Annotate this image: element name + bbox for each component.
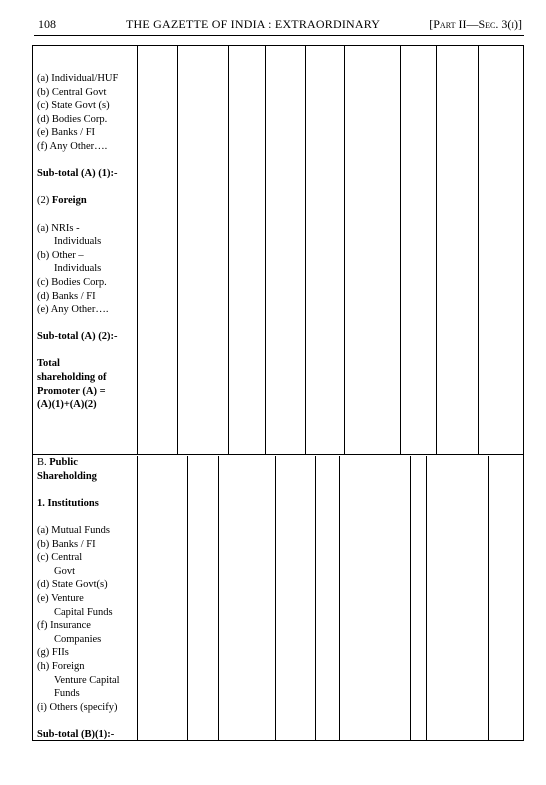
col-line: [177, 46, 178, 454]
subtotal-a1: Sub-total (A) (1):-: [37, 168, 118, 180]
gazette-title: THE GAZETTE OF INDIA : EXTRAORDINARY: [126, 17, 381, 31]
list-item-cont: Individuals: [54, 263, 102, 275]
section-a-labels: [37, 72, 137, 412]
col-line: [315, 456, 316, 741]
list-item-cont: Individuals: [54, 236, 102, 248]
list-item-cont: Funds: [54, 688, 80, 700]
row-line: [33, 454, 523, 455]
col-line: [137, 456, 138, 741]
total-line: Promoter (A) =: [37, 385, 106, 397]
col-line: [400, 46, 401, 454]
list-item: (f) Insurance: [37, 620, 91, 632]
list-item-cont: Govt: [54, 565, 75, 577]
list-item: (a) NRIs -: [37, 222, 80, 234]
list-item: (d) State Govt(s): [37, 579, 108, 591]
list-item: (c) Bodies Corp.: [37, 276, 107, 288]
col-line: [228, 46, 229, 454]
list-item: (h) Foreign: [37, 660, 85, 672]
list-item-cont: Companies: [54, 633, 102, 645]
list-item: (c) State Govt (s): [37, 100, 110, 112]
list-item-cont: Capital Funds: [54, 606, 113, 618]
col-line: [426, 456, 427, 741]
list-item: (b) Other –: [37, 249, 84, 261]
col-line: [436, 46, 437, 454]
list-item: (e) Banks / FI: [37, 127, 96, 139]
section-b-heading: B. Public: [37, 457, 78, 468]
col-line: [275, 456, 276, 741]
header-rule: [34, 35, 524, 36]
col-line: [265, 46, 266, 454]
col-line: [344, 46, 345, 454]
list-item: (c) Central: [37, 552, 83, 564]
col-line: [339, 456, 340, 741]
list-item: (a) Mutual Funds: [37, 524, 110, 536]
col-line: [478, 46, 479, 454]
list-item: (g) FIIs: [37, 647, 69, 659]
col-line: [305, 46, 306, 454]
col-line: [410, 456, 411, 741]
col-line: [218, 456, 219, 741]
page-number: 108: [38, 17, 56, 31]
list-item: (e) Any Other….: [37, 304, 109, 316]
list-item-cont: Venture Capital: [54, 674, 120, 686]
subtotal-b1: Sub-total (B)(1):-: [37, 728, 115, 740]
list-item: (b) Banks / FI: [37, 538, 96, 550]
col-line: [488, 456, 489, 741]
section-b-heading-2: Shareholding: [37, 470, 97, 482]
subtotal-a2: Sub-total (A) (2):-: [37, 331, 118, 343]
list-item: (d) Banks / FI: [37, 290, 96, 302]
total-line: shareholding of: [37, 372, 107, 384]
institutions-heading: 1. Institutions: [37, 497, 99, 509]
total-line: Total: [37, 358, 60, 370]
list-item: (f) Any Other….: [37, 140, 108, 152]
page-header: [34, 15, 524, 33]
list-item: (e) Venture: [37, 592, 84, 604]
section-b-labels: [37, 456, 137, 741]
foreign-heading: (2) Foreign: [37, 195, 87, 207]
col-line: [187, 456, 188, 741]
list-item: (b) Central Govt: [37, 86, 107, 98]
list-item: (a) Individual/HUF: [37, 73, 119, 84]
col-line: [137, 46, 138, 454]
total-line: (A)(1)+(A)(2): [37, 399, 97, 411]
list-item: (i) Others (specify): [37, 701, 118, 713]
part-section: [Part II—Sec. 3(i)]: [429, 17, 522, 31]
list-item: (d) Bodies Corp.: [37, 113, 108, 125]
